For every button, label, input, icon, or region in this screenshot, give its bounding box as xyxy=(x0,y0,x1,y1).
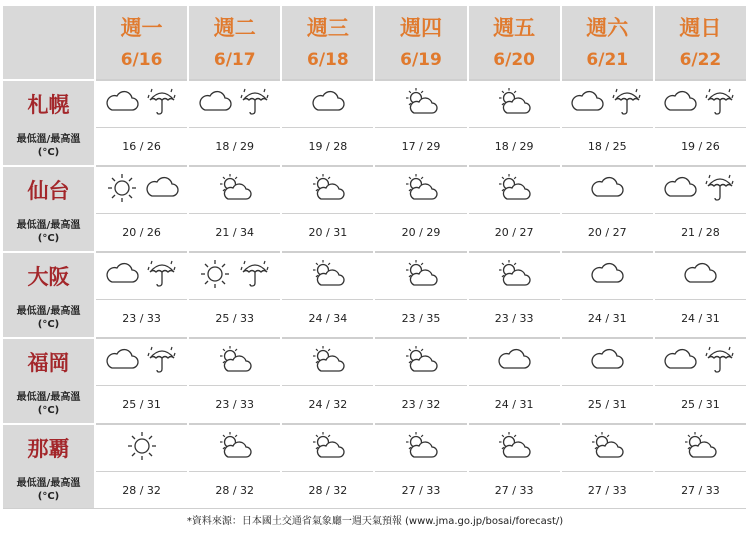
temp-range: 17 / 29 xyxy=(375,127,466,165)
temp-range: 25 / 33 xyxy=(189,299,280,337)
temp-label xyxy=(3,127,94,165)
day-date: 6/19 xyxy=(400,49,442,70)
weather-icon-cell xyxy=(469,423,560,471)
temp-range: 19 / 26 xyxy=(655,127,746,165)
weather-icon-cell xyxy=(562,251,653,299)
weather-icon-cell xyxy=(562,165,653,213)
sun-behind-cloud-icon xyxy=(310,258,346,294)
temp-range: 25 / 31 xyxy=(655,385,746,423)
cloud-icon xyxy=(104,344,140,380)
temp-range: 23 / 33 xyxy=(96,299,187,337)
weather-icon-cell xyxy=(96,251,187,299)
sun-behind-cloud-icon xyxy=(496,172,532,208)
temp-unit: (°C) xyxy=(37,491,60,502)
day-date: 6/18 xyxy=(307,49,349,70)
day-date: 6/20 xyxy=(493,49,535,70)
temp-unit: (°C) xyxy=(37,147,60,158)
weather-icon-cell xyxy=(189,165,280,213)
sun-behind-cloud-icon xyxy=(403,344,439,380)
temp-unit: (°C) xyxy=(37,319,60,330)
umbrella-rain-icon xyxy=(609,86,645,122)
umbrella-rain-icon xyxy=(237,86,273,122)
sun-icon xyxy=(197,258,233,294)
temp-range: 28 / 32 xyxy=(189,471,280,509)
day-name: 週六 xyxy=(586,15,629,40)
day-date: 6/21 xyxy=(586,49,629,70)
day-header xyxy=(189,6,280,79)
temp-range: 27 / 33 xyxy=(655,471,746,509)
temp-range: 27 / 33 xyxy=(562,471,653,509)
day-date: 6/17 xyxy=(213,49,256,70)
weather-icon-cell xyxy=(96,337,187,385)
temp-label xyxy=(3,385,94,423)
temp-range: 27 / 33 xyxy=(375,471,466,509)
temp-label xyxy=(3,299,94,337)
temp-range: 23 / 32 xyxy=(375,385,466,423)
temp-range: 28 / 32 xyxy=(282,471,373,509)
temp-label-text: 最低溫/最高溫 xyxy=(16,392,81,403)
city-name: 那覇 xyxy=(3,423,94,471)
temp-range: 28 / 32 xyxy=(96,471,187,509)
umbrella-rain-icon xyxy=(237,258,273,294)
weather-icon-cell xyxy=(655,337,746,385)
weather-icon-cell xyxy=(96,165,187,213)
sun-behind-cloud-icon xyxy=(310,344,346,380)
temp-label-text: 最低溫/最高溫 xyxy=(16,220,81,231)
weather-icon-cell xyxy=(655,165,746,213)
cloud-icon xyxy=(104,258,140,294)
header-corner xyxy=(3,6,94,79)
temp-range: 27 / 33 xyxy=(469,471,560,509)
day-header xyxy=(375,6,466,79)
weather-icon-cell xyxy=(655,79,746,127)
weather-icon-cell xyxy=(282,165,373,213)
weather-icon-cell xyxy=(189,79,280,127)
sun-behind-cloud-icon xyxy=(403,430,439,466)
weather-icon-cell xyxy=(189,423,280,471)
temp-range: 23 / 35 xyxy=(375,299,466,337)
weather-icon-cell xyxy=(562,423,653,471)
day-name: 週五 xyxy=(493,15,536,40)
sun-icon xyxy=(124,430,160,466)
day-name: 週一 xyxy=(120,15,163,40)
day-date: 6/22 xyxy=(679,49,722,70)
cloud-icon xyxy=(589,258,625,294)
source-footnote: *資料來源：日本國土交通省氣象廳一週天氣預報 (www.jma.go.jp/bosai/forecast/) xyxy=(186,516,564,527)
cloud-icon xyxy=(569,86,605,122)
cloud-icon xyxy=(662,86,698,122)
temp-range: 18 / 25 xyxy=(562,127,653,165)
day-name: 週二 xyxy=(213,15,256,40)
weather-icon-cell xyxy=(189,251,280,299)
day-header xyxy=(655,6,746,79)
temp-range: 20 / 27 xyxy=(469,213,560,251)
temp-range: 23 / 33 xyxy=(469,299,560,337)
cloud-icon xyxy=(682,258,718,294)
temp-range: 25 / 31 xyxy=(96,385,187,423)
day-date: 6/16 xyxy=(120,49,163,70)
temp-label-text: 最低溫/最高溫 xyxy=(16,478,81,489)
umbrella-rain-icon xyxy=(144,344,180,380)
weather-icon-cell xyxy=(469,79,560,127)
sun-behind-cloud-icon xyxy=(589,430,625,466)
city-name: 大阪 xyxy=(3,251,94,299)
cloud-icon xyxy=(589,344,625,380)
temp-range: 18 / 29 xyxy=(469,127,560,165)
sun-behind-cloud-icon xyxy=(496,258,532,294)
weather-icon-cell xyxy=(282,79,373,127)
temp-range: 20 / 27 xyxy=(562,213,653,251)
temp-range: 20 / 31 xyxy=(282,213,373,251)
temp-range: 21 / 28 xyxy=(655,213,746,251)
day-header xyxy=(282,6,373,79)
table-bottom-divider xyxy=(3,508,746,509)
sun-behind-cloud-icon xyxy=(217,172,253,208)
temp-range: 16 / 26 xyxy=(96,127,187,165)
city-name: 福岡 xyxy=(3,337,94,385)
cloud-icon xyxy=(144,172,180,208)
city-name: 仙台 xyxy=(3,165,94,213)
weather-icon-cell xyxy=(469,165,560,213)
sun-behind-cloud-icon xyxy=(496,86,532,122)
weather-icon-cell xyxy=(562,79,653,127)
weather-icon-cell xyxy=(655,423,746,471)
temp-range: 23 / 33 xyxy=(189,385,280,423)
weather-icon-cell xyxy=(282,251,373,299)
temp-range: 25 / 31 xyxy=(562,385,653,423)
umbrella-rain-icon xyxy=(144,258,180,294)
temp-range: 24 / 31 xyxy=(469,385,560,423)
weather-icon-cell xyxy=(375,251,466,299)
weather-icon-cell xyxy=(469,337,560,385)
weather-icon-cell xyxy=(96,79,187,127)
umbrella-rain-icon xyxy=(702,344,738,380)
weather-icon-cell xyxy=(375,423,466,471)
cloud-icon xyxy=(310,86,346,122)
temp-range: 24 / 31 xyxy=(655,299,746,337)
cloud-icon xyxy=(662,344,698,380)
weekly-forecast-table xyxy=(3,6,746,509)
weather-icon-cell xyxy=(96,423,187,471)
weather-icon-cell xyxy=(562,337,653,385)
temp-unit: (°C) xyxy=(37,405,60,416)
temp-range: 24 / 31 xyxy=(562,299,653,337)
cloud-icon xyxy=(496,344,532,380)
day-header xyxy=(96,6,187,79)
sun-behind-cloud-icon xyxy=(403,258,439,294)
temp-label-text: 最低溫/最高溫 xyxy=(16,306,81,317)
temp-unit: (°C) xyxy=(37,233,60,244)
weather-icon-cell xyxy=(189,337,280,385)
cloud-icon xyxy=(662,172,698,208)
weather-icon-cell xyxy=(469,251,560,299)
day-name: 週日 xyxy=(679,15,722,40)
weather-icon-cell xyxy=(375,337,466,385)
weather-icon-cell xyxy=(375,79,466,127)
cloud-icon xyxy=(197,86,233,122)
sun-behind-cloud-icon xyxy=(310,430,346,466)
temp-range: 21 / 34 xyxy=(189,213,280,251)
sun-behind-cloud-icon xyxy=(403,86,439,122)
day-header xyxy=(469,6,560,79)
sun-behind-cloud-icon xyxy=(217,430,253,466)
sun-behind-cloud-icon xyxy=(682,430,718,466)
city-name: 札幌 xyxy=(3,79,94,127)
temp-range: 20 / 26 xyxy=(96,213,187,251)
weather-icon-cell xyxy=(282,423,373,471)
sun-icon xyxy=(104,172,140,208)
weather-icon-cell xyxy=(655,251,746,299)
cloud-icon xyxy=(589,172,625,208)
umbrella-rain-icon xyxy=(702,86,738,122)
umbrella-rain-icon xyxy=(144,86,180,122)
cloud-icon xyxy=(104,86,140,122)
temp-label-text: 最低溫/最高溫 xyxy=(16,134,81,145)
temp-range: 18 / 29 xyxy=(189,127,280,165)
sun-behind-cloud-icon xyxy=(403,172,439,208)
umbrella-rain-icon xyxy=(702,172,738,208)
day-name: 週四 xyxy=(399,15,442,40)
day-name: 週三 xyxy=(306,15,349,40)
weather-icon-cell xyxy=(375,165,466,213)
temp-range: 19 / 28 xyxy=(282,127,373,165)
temp-range: 24 / 32 xyxy=(282,385,373,423)
temp-label xyxy=(3,213,94,251)
sun-behind-cloud-icon xyxy=(310,172,346,208)
sun-behind-cloud-icon xyxy=(496,430,532,466)
temp-range: 20 / 29 xyxy=(375,213,466,251)
temp-label xyxy=(3,471,94,509)
sun-behind-cloud-icon xyxy=(217,344,253,380)
weather-icon-cell xyxy=(282,337,373,385)
day-header xyxy=(562,6,653,79)
temp-range: 24 / 34 xyxy=(282,299,373,337)
